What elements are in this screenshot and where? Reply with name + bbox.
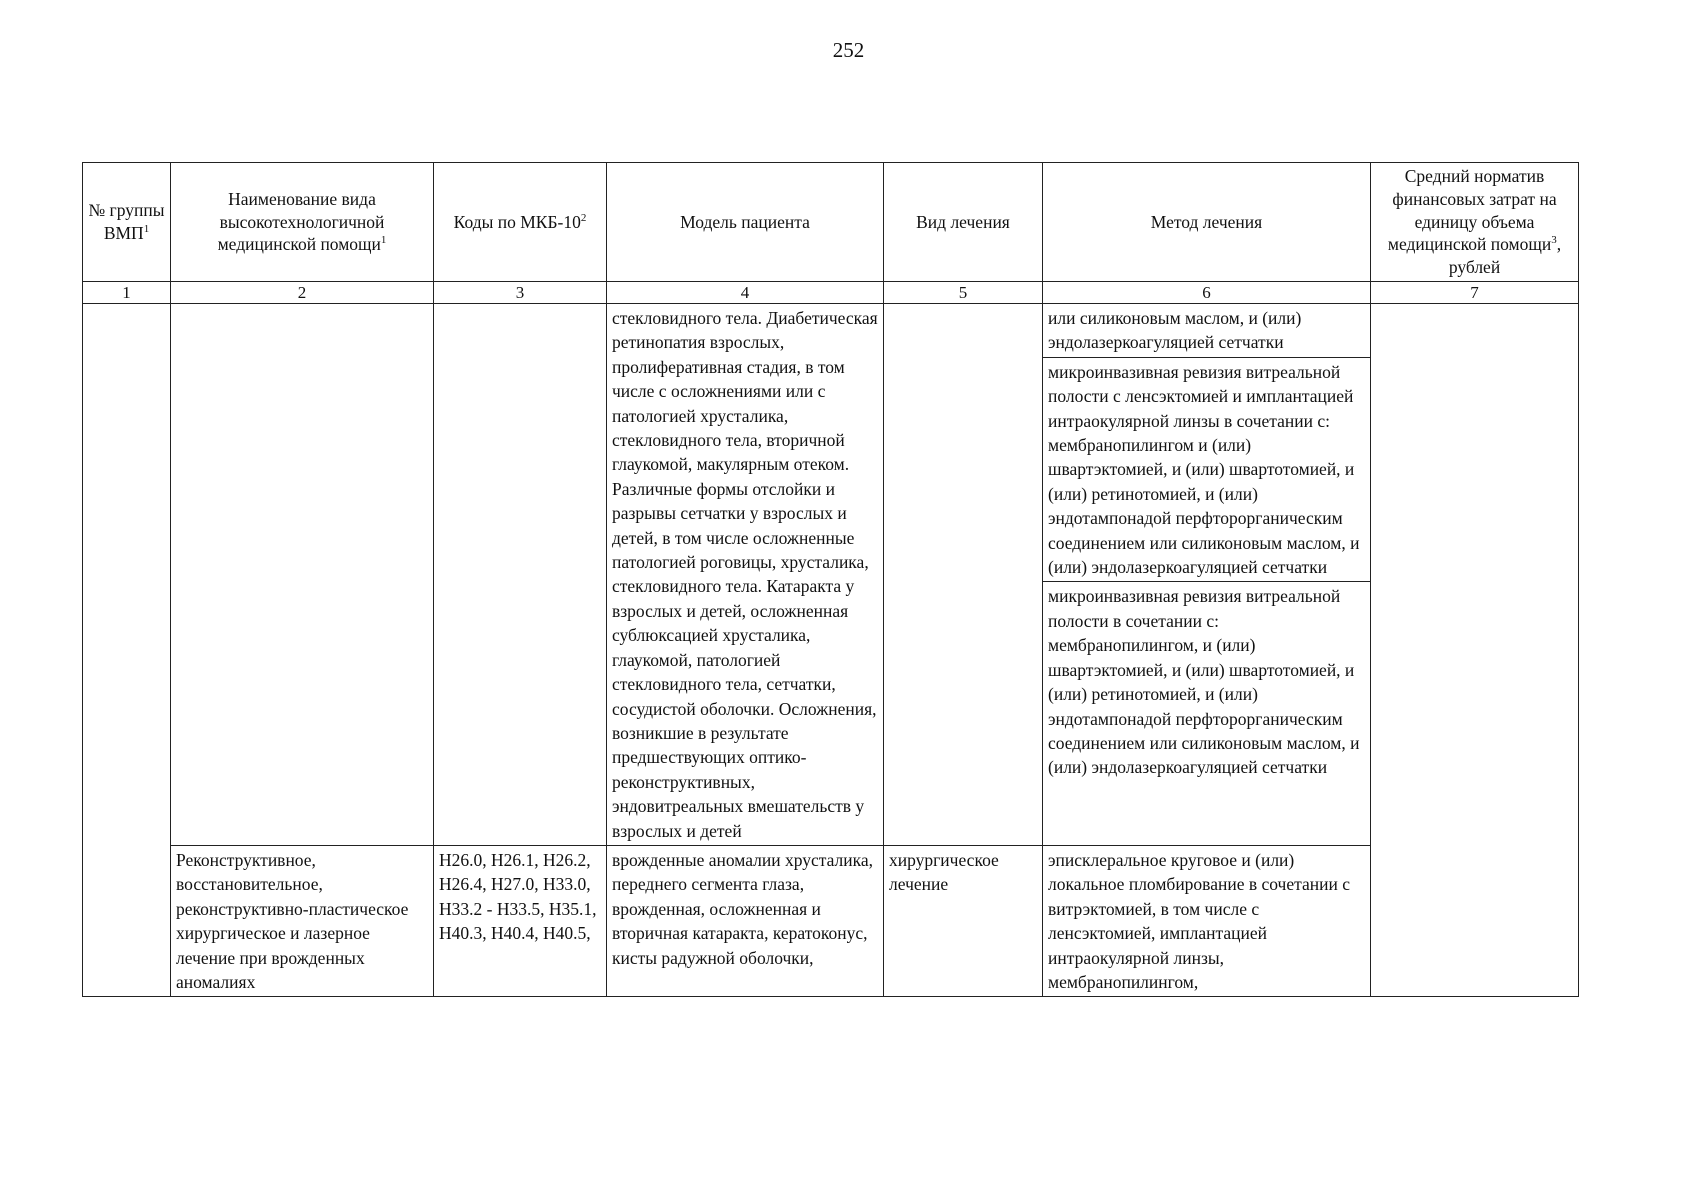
patient-model-cell: стекловидного тела. Диабетическая ретинопатия взрослых, пролиферативная стадия, в том числе с осложнениями или с патологией хрусталика, стекловидного тела, вторичной глаукомой, макулярным отеком. Различные формы отслойки и разрывы сетчатки у взрослых и детей, в том числе осложненные патологией роговицы, хрусталика, стекловидного тела. Катаракта у взрослых и детей, осложненная сублюксацией хрусталика, глаукомой, патологией стекловидного тела, сетчатки, сосудистой оболочки. Осложнения, возникшие в результате предшествующих оптико-реконструктивных, эндовитреальных вмешательств у взрослых и детей — [607, 304, 884, 846]
header-patient-model: Модель пациента — [607, 163, 884, 282]
header-treatment-method: Метод лечения — [1043, 163, 1371, 282]
column-number-row — [83, 282, 1579, 304]
column-number: 3 — [434, 282, 607, 304]
header-average-cost: Средний норматив финансовых затрат на единицу объема медицинской помощи$^3$, рублей — [1371, 163, 1579, 282]
header-icd10-codes: Коды по МКБ-$10^2$ — [434, 163, 607, 282]
header-care-type-name: Наименование вида высокотехнологичной медицинской помощи$^1$ — [171, 163, 434, 282]
header-group-number: № группы ВМП$^1$ — [83, 163, 171, 282]
patient-model-cell: врожденные аномалии хрусталика, переднего сегмента глаза, врожденная, осложненная и вторичная катаракта, кератоконус, кисты радужной оболочки, — [607, 845, 884, 996]
average-cost-cell — [1371, 304, 1579, 846]
table-row — [83, 304, 1579, 846]
column-number: 1 — [83, 282, 171, 304]
care-type-name-cell: Реконструктивное, восстановительное, реконструктивно-пластическое хирургическое и лазерное лечение при врожденных аномалиях — [171, 845, 434, 996]
treatment-method-item: микроинвазивная ревизия витреальной полости в сочетании с: мембранопилингом, и (или) швартэктомией, и (или) швартотомией, и (или) ретинотомией, и (или) эндотампонадой перфторорганическим соединением или силиконовым маслом, и (или) эндолазеркоагуляцией сетчатки — [1048, 586, 1360, 778]
column-number: 7 — [1371, 282, 1579, 304]
treatment-method-item: или силиконовым маслом, и (или) эндолазеркоагуляцией сетчатки — [1043, 306, 1370, 358]
treatment-method-cell — [1043, 304, 1371, 846]
services-table — [82, 162, 1579, 997]
column-number: 2 — [171, 282, 434, 304]
header-treatment-type: Вид лечения — [884, 163, 1043, 282]
services-table-container — [82, 162, 1578, 997]
group-number-cell — [83, 304, 171, 846]
care-type-name-cell — [171, 304, 434, 846]
table-row — [83, 845, 1579, 996]
table-header-row — [83, 163, 1579, 282]
column-number: 6 — [1043, 282, 1371, 304]
page-number: 252 — [832, 38, 865, 62]
column-number: 4 — [607, 282, 884, 304]
treatment-type-cell: хирургическое лечение — [884, 845, 1043, 996]
treatment-type-cell — [884, 304, 1043, 846]
treatment-method-item: микроинвазивная ревизия витреальной полости с ленсэктомией и имплантацией интраокулярной линзы в сочетании с: мембранопилингом и (или) швартэктомией, и (или) швартотомией, и (или) ретинотомией, и (или) эндотампонадой перфторорганическим соединением или силиконовым маслом, и (или) эндолазеркоагуляцией сетчатки — [1043, 358, 1370, 583]
treatment-method-cell: эписклеральное круговое и (или) локальное пломбирование в сочетании с витрэктомией, в том числе с ленсэктомией, имплантацией интраокулярной линзы, мембранопилингом, — [1043, 845, 1371, 996]
column-number: 5 — [884, 282, 1043, 304]
average-cost-cell — [1371, 845, 1579, 996]
group-number-cell — [83, 845, 171, 996]
icd10-codes-cell — [434, 304, 607, 846]
icd10-codes-cell: H26.0, H26.1, H26.2, H26.4, H27.0, H33.0, H33.2 - H33.5, H35.1, H40.3, H40.4, H40.5, — [434, 845, 607, 996]
